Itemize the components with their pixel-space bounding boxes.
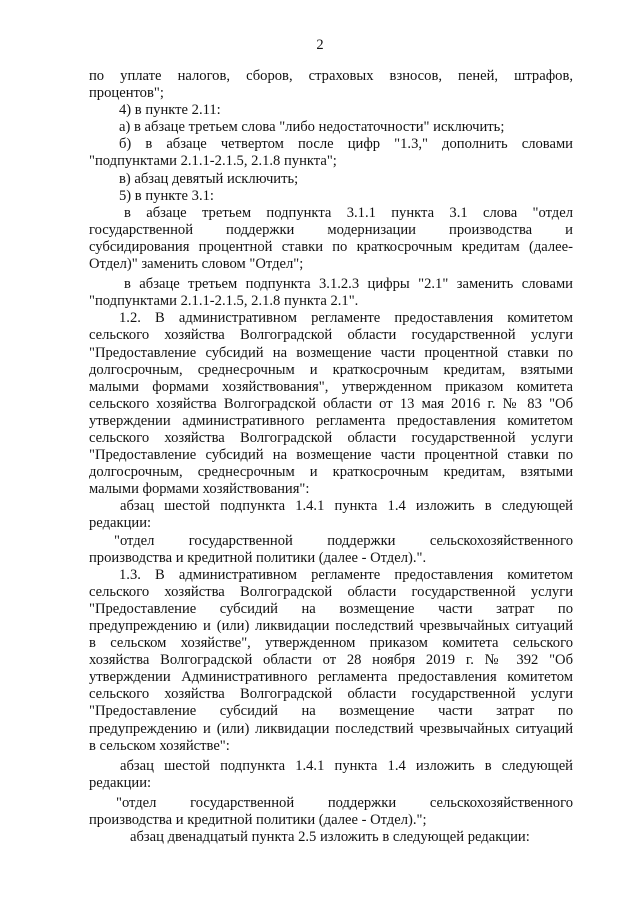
- text-line: а) в абзаце третьем слова "либо недостаточности" исключить;: [119, 119, 505, 136]
- text-line: "Предоставление субсидий на возмещение части затрат по: [89, 600, 573, 617]
- text-line: хозяйства Волгоградской области от 28 ноября 2019 г. № 392 "Об: [89, 652, 573, 669]
- text-line: Отдел)" заменить словом "Отдел";: [89, 256, 304, 273]
- text-line: долгосрочным, среднесрочным и краткосрочным кредитам, взятыми: [89, 361, 573, 378]
- text-line: государственной поддержки модернизации производства и: [89, 221, 573, 238]
- text-line: "Предоставление субсидий на возмещение части процентной ставки по: [89, 344, 573, 361]
- text-line: "Предоставление субсидий на возмещение части процентной ставки по: [89, 447, 573, 464]
- text-line: сельского хозяйства Волгоградской области государственной услуги: [89, 583, 573, 600]
- text-line: утверждении Административного регламента предоставления комитетом: [89, 669, 573, 686]
- text-line: в абзаце третьем подпункта 3.1.1 пункта 3.1 слова "отдел: [124, 204, 573, 221]
- text-line: в абзаце третьем подпункта 3.1.2.3 цифры "2.1" заменить словами: [124, 276, 573, 293]
- text-line: 1.3. В административном регламенте предоставления комитетом: [119, 566, 573, 583]
- text-line: 1.2. В административном регламенте предоставления комитетом: [119, 310, 573, 327]
- text-line: "Предоставление субсидий на возмещение части затрат по: [89, 703, 573, 720]
- text-line: в) абзац девятый исключить;: [119, 170, 299, 187]
- text-line: 4) в пункте 2.11:: [119, 102, 221, 119]
- text-line: сельского хозяйства Волгоградской области от 13 мая 2016 г. № 83 "Об: [89, 395, 573, 412]
- text-line: сельского хозяйства Волгоградской области государственной услуги: [89, 686, 573, 703]
- text-line: по уплате налогов, сборов, страховых взносов, пеней, штрафов,: [89, 68, 573, 84]
- text-line: редакции:: [89, 774, 152, 791]
- text-line: производства и кредитной политики (далее - Отдел).";: [89, 812, 427, 829]
- text-line: малыми формами хозяйствования", утвержденном приказом комитета: [89, 378, 573, 395]
- text-line: малыми формами хозяйствования":: [89, 481, 310, 498]
- text-line: производства и кредитной политики (далее - Отдел).".: [89, 549, 427, 566]
- text-line: сельского хозяйства Волгоградской области государственной услуги: [89, 327, 573, 344]
- text-line: "отдел государственной поддержки сельскохозяйственного: [116, 794, 573, 811]
- text-line: 5) в пункте 3.1:: [119, 187, 214, 204]
- text-line: предупреждению и (или) ликвидации последствий чрезвычайных ситуаций: [89, 618, 573, 634]
- text-line: б) в абзаце четвертом после цифр "1.3," дополнить словами: [119, 136, 573, 153]
- text-line: в сельском хозяйстве", утвержденном приказом комитета сельского: [89, 635, 573, 652]
- text-line: в сельском хозяйстве":: [89, 737, 230, 754]
- text-line: предупреждению и (или) ликвидации последствий чрезвычайных ситуаций: [89, 720, 573, 737]
- text-line: "подпунктами 2.1.1-2.1.5, 2.1.8 пункта";: [89, 153, 337, 170]
- document-body: [89, 68, 573, 846]
- text-line: "подпунктами 2.1.1-2.1.5, 2.1.8 пункта 2.1".: [89, 293, 359, 310]
- text-line: сельского хозяйства Волгоградской области государственной услуги: [89, 429, 573, 446]
- text-line: долгосрочным, среднесрочным и краткосрочным кредитам, взятыми: [89, 464, 573, 481]
- text-line: абзац двенадцатый пункта 2.5 изложить в следующей редакции:: [130, 829, 530, 846]
- text-line: абзац шестой подпункта 1.4.1 пункта 1.4 изложить в следующей: [120, 757, 573, 774]
- page-number: 2: [316, 37, 324, 53]
- text-line: "отдел государственной поддержки сельскохозяйственного: [114, 532, 573, 549]
- text-line: утверждении административного регламента предоставления комитетом: [89, 412, 573, 429]
- text-line: редакции:: [89, 515, 152, 532]
- text-line: процентов";: [89, 85, 164, 102]
- text-line: субсидирования процентной ставки по краткосрочным кредитам (далее-: [89, 238, 573, 255]
- text-line: абзац шестой подпункта 1.4.1 пункта 1.4 изложить в следующей: [120, 498, 573, 515]
